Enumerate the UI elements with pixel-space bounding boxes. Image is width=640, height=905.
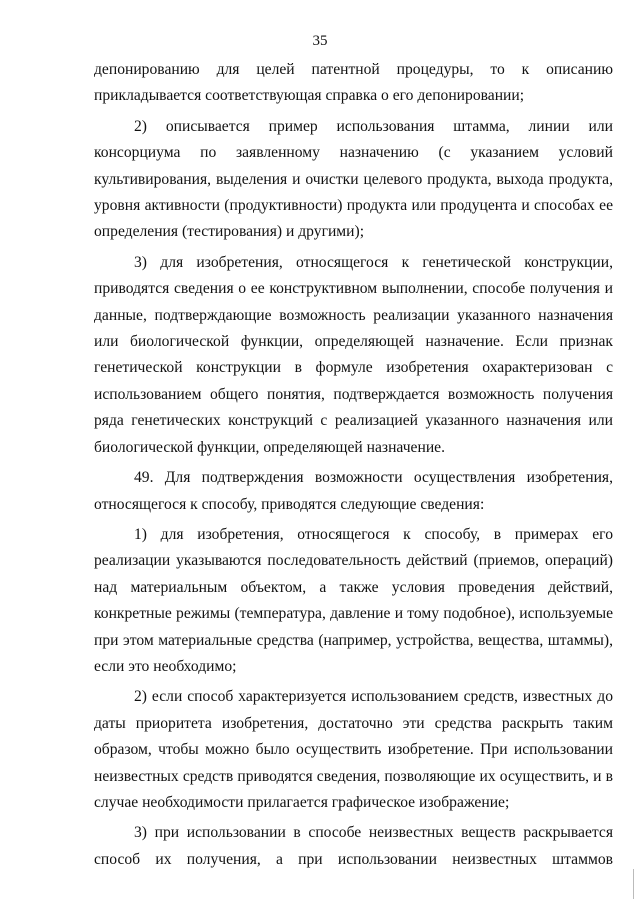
page-number: 35 xyxy=(312,33,328,49)
paragraph-clause-49-item-3: 3) при использовании в способе неизвестных веществ раскрывается способ их получения, а при использовании неизвестных штаммов xyxy=(94,824,613,868)
paragraph-item-3: 3) для изобретения, относящегося к генетической конструкции, приводятся сведения о ее конструктивном выполнении, способе получения и данные, подтверждающие возможность реализации указанного назначения или биологической функции, определяющей назначение. Если признак генетической конструкции в формуле изобретения охарактеризован с использованием общего понятия, подтверждается возможность получения ряда генетических конструкций с реализацией указанного назначения или биологической функции, определяющей назначение. xyxy=(94,253,613,456)
paragraph-clause-49-item-1: 1) для изобретения, относящегося к способу, в примерах его реализации указываются последовательность действий (приемов, операций) над материальным объектом, а также условия проведения действий, конкретные режимы (температура, давление и тому подобное), используемые при этом материальные средства (например, устройства, вещества, штаммы), если это необходимо; xyxy=(94,525,613,675)
paragraph-continuation: депонированию для целей патентной процедуры, то к описанию прикладывается соответствующая справка о его депонировании; xyxy=(94,61,613,105)
paragraph-clause-49: 49. Для подтверждения возможности осуществления изобретения, относящегося к способу, приводятся следующие сведения: xyxy=(94,469,613,513)
scan-edge-mark xyxy=(623,869,634,899)
paragraph-item-2: 2) описывается пример использования штамма, линии или консорциума по заявленному назначению (с указанием условий культивирования, выделения и очистки целевого продукта, выхода продукта, уровня активности (продуктивности) продукта или продуцента и способах ее определения (тестирования) и другими); xyxy=(94,117,613,241)
paragraph-clause-49-item-2: 2) если способ характеризуется использованием средств, известных до даты приоритета изобретения, достаточно эти средства раскрыть таким образом, чтобы можно было осуществить изобретение. При использовании неизвестных средств приводятся сведения, позволяющие их осуществить, и в случае необходимости прилагается графическое изображение; xyxy=(94,688,613,811)
document-body xyxy=(94,57,613,877)
